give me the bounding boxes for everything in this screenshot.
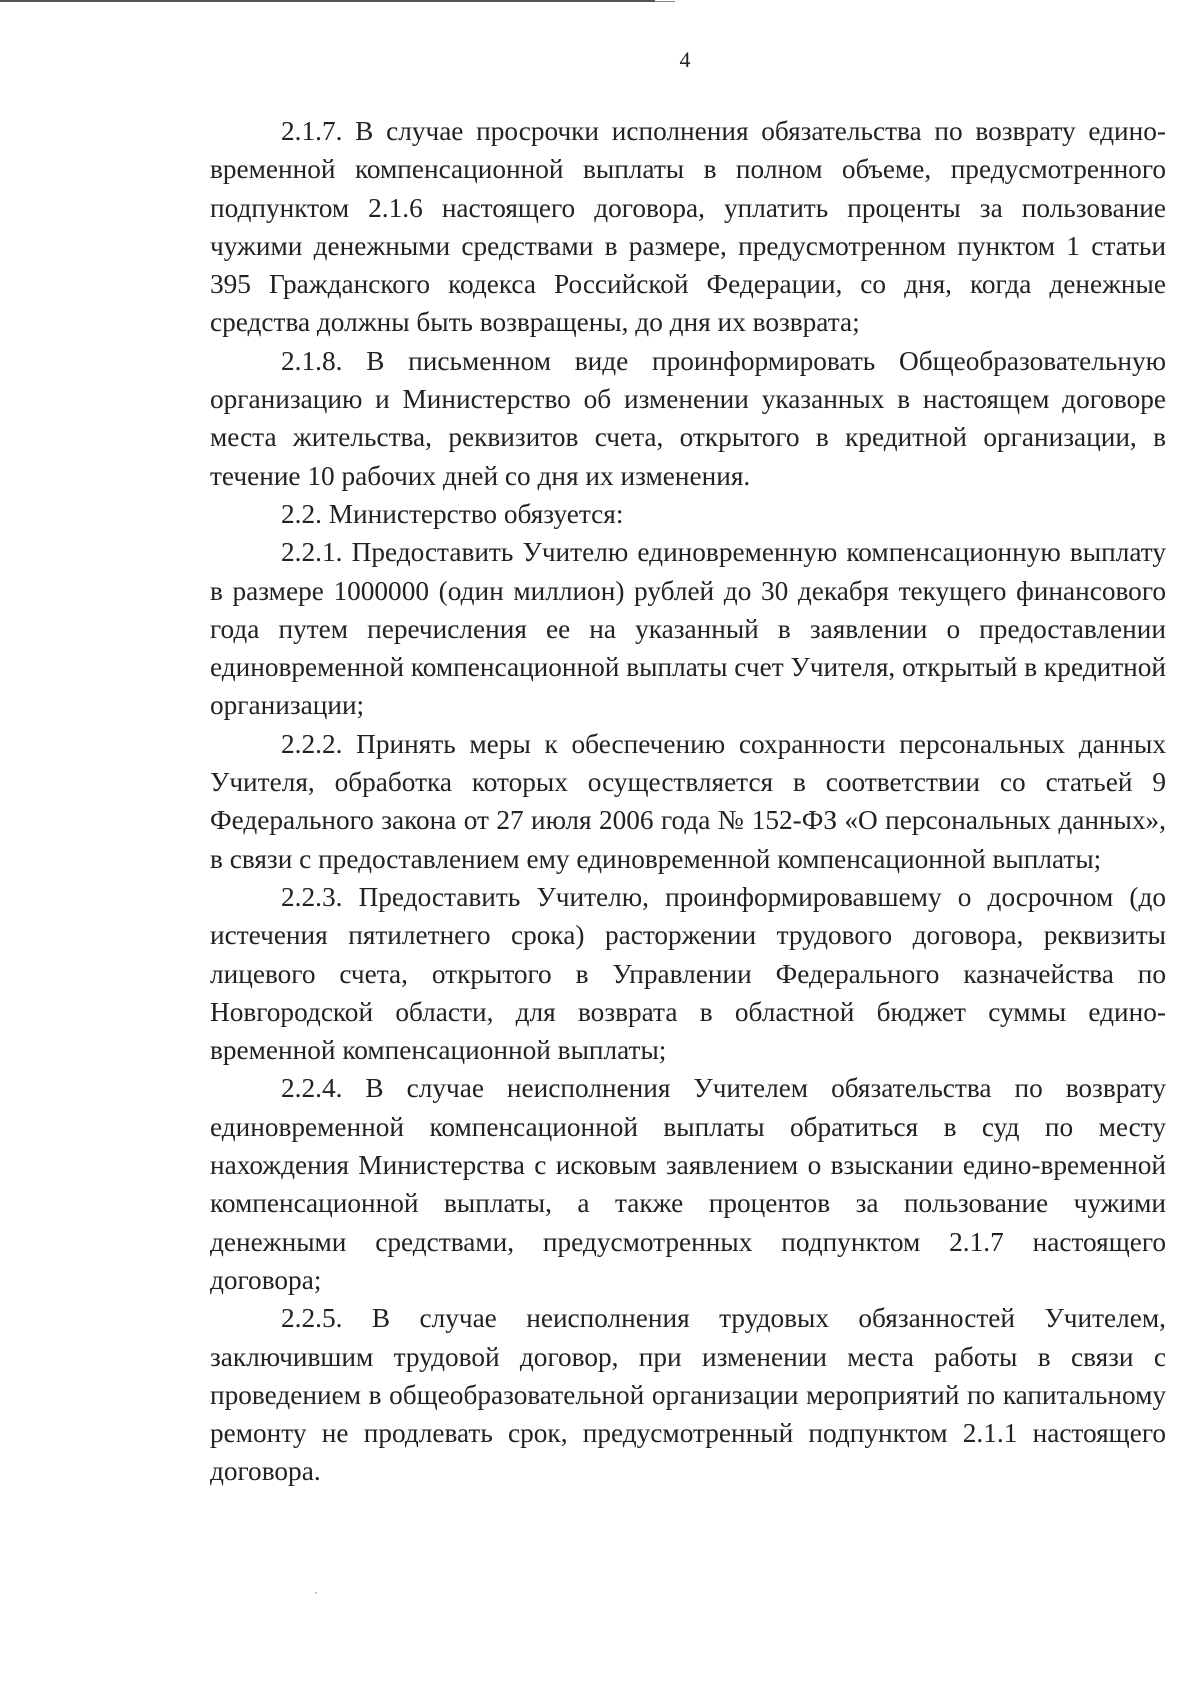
scan-speck bbox=[315, 1592, 317, 1594]
page-number: 4 bbox=[679, 47, 691, 72]
scan-border-line bbox=[0, 0, 655, 2]
clause-2-2-2: 2.2.2. Принять меры к обеспечению сохранности персональных данных Учителя, обработка которых осуществляется в соответствии со статьей 9 Федерального закона от 27 июля 2006 года № 152-ФЗ «О персональных данных», в связи с предоставлением ему единовременной компенсационной выплаты; bbox=[210, 728, 1166, 874]
clause-2-1-7: 2.1.7. В случае просрочки исполнения обязательства по возврату едино-временной компенсационной выплаты в полном объеме, предусмотренного подпунктом 2.1.6 настоящего договора, уплатить проценты за пользование чужими денежными средствами в размере, предусмотренном пунктом 1 статьи 395 Гражданского кодекса Российской Федерации, со дня, когда денежные средства должны быть возвращены, до дня их возврата; bbox=[210, 116, 1166, 338]
scan-border-line-tail bbox=[655, 1, 675, 2]
document-body bbox=[210, 112, 1166, 1491]
clause-2-2-5: 2.2.5. В случае неисполнения трудовых обязанностей Учителем, заключившим трудовой договор, при изменении места работы в связи с проведением в общеобразовательной организации мероприятий по капитальному ремонту не продлевать срок, предусмотренный подпунктом 2.1.1 настоящего договора. bbox=[210, 1303, 1166, 1487]
clause-2-2-4: 2.2.4. В случае неисполнения Учителем обязательства по возврату единовременной компенсационной выплаты обратиться в суд по месту нахождения Министерства с исковым заявлением о взыскании едино-временной компенсационной выплаты, а также процентов за пользование чужими денежными средствами, предусмотренных подпунктом 2.1.7 настоящего договора; bbox=[210, 1073, 1166, 1295]
clause-2-1-8: 2.1.8. В письменном виде проинформировать Общеобразовательную организацию и Министерство об изменении указанных в настоящем договоре места жительства, реквизитов счета, открытого в кредитной организации, в течение 10 рабочих дней со дня их изменения. bbox=[210, 345, 1166, 491]
clause-2-2-heading: 2.2. Министерство обязуется: bbox=[281, 498, 624, 529]
clause-2-2-1: 2.2.1. Предоставить Учителю единовременную компенсационную выплату в размере 1000000 (один миллион) рублей до 30 декабря текущего финансового года путем перечисления ее на указанный в заявлении о предоставлении единовременной компенсационной выплаты счет Учителя, открытый в кредитной организации; bbox=[210, 537, 1166, 721]
clause-2-2-3: 2.2.3. Предоставить Учителю, проинформировавшему о досрочном (до истечения пятилетнего срока) расторжении трудового договора, реквизиты лицевого счета, открытого в Управлении Федерального казначейства по Новгородской области, для возврата в областной бюджет суммы едино-временной компенсационной выплаты; bbox=[210, 881, 1166, 1066]
